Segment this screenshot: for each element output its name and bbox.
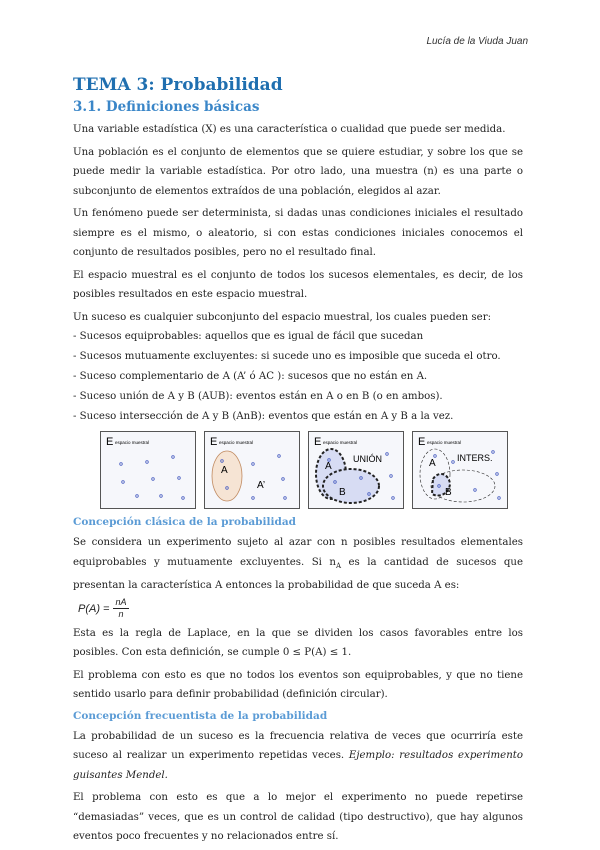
paragraph-suceso: Un suceso es cualquier subconjunto del espacio muestral, los cuales pueden ser: bbox=[73, 311, 491, 323]
section-heading: 3.1. Definiciones básicas bbox=[73, 99, 260, 115]
formula-denominator: n bbox=[118, 609, 124, 620]
formula-fraction bbox=[113, 597, 128, 620]
paragraph-classic-problem: El problema con esto es que no todos los eventos son equiprobables, y que no tiene sentido usarlo para definir probabilidad (definición circular). bbox=[73, 669, 523, 701]
formula-numerator: nA bbox=[115, 597, 127, 608]
figure-intersection bbox=[412, 431, 508, 509]
page-header-author: Lucía de la Viuda Juan bbox=[426, 36, 528, 47]
label-b: B bbox=[445, 487, 452, 498]
paragraph-espacio-muestral: El espacio muestral es el conjunto de todos los sucesos elementales, es decir, de los posibles resultados en este espacio muestral. bbox=[73, 269, 523, 300]
label-a: A bbox=[325, 461, 332, 472]
laplace-formula bbox=[78, 597, 523, 621]
label-e: E bbox=[106, 436, 114, 448]
label-a: A bbox=[429, 458, 436, 469]
label-e: E bbox=[314, 436, 322, 448]
venn-intersection-svg bbox=[413, 432, 507, 508]
label-b: B bbox=[339, 487, 346, 498]
paragraph-poblacion: Una población es el conjunto de elementos que se quiere estudiar, y sobre los que se puede medir la variable estadística. Por otro lado, una muestra (n) es una parte o subconjunto de elementos extraídos de una población, elegidos al azar. bbox=[73, 146, 523, 197]
list-item: - Suceso intersección de A y B (AnB): eventos que están en A y B a la vez. bbox=[73, 411, 454, 422]
figure-sample-space bbox=[100, 431, 196, 509]
label-e: E bbox=[210, 436, 218, 448]
figure-union bbox=[308, 431, 404, 509]
list-item: - Sucesos equiprobables: aquellos que es igual de fácil que sucedan bbox=[73, 331, 424, 342]
points-group bbox=[120, 456, 185, 500]
list-item: - Suceso complementario de A (A’ ó AC ): sucesos que no están en A. bbox=[73, 371, 428, 382]
document-body bbox=[73, 74, 523, 850]
paragraph-frequentist-def: La probabilidad de un suceso es la frecuencia relativa de veces que ocurriría este suceso al realizar un experimento repetidas veces. Ejemplo: resultados experimento guisantes Mendel. bbox=[73, 730, 523, 781]
paragraph-classic-def: Se considera un experimento sujeto al azar con n posibles resultados elementales equiprobables y mutuamente excluyentes. Si $n_A$ es la cantidad de sucesos que presentan la característica A entonces la probabilidad de que suceda A es: bbox=[73, 537, 523, 592]
topic-title: TEMA 3: Probabilidad bbox=[73, 75, 283, 95]
set-a-ellipse bbox=[212, 451, 242, 501]
list-item: - Sucesos mutuamente excluyentes: si sucede uno es imposible que suceda el otro. bbox=[73, 351, 501, 362]
label-e: E bbox=[418, 436, 426, 448]
set-b-ellipse bbox=[323, 469, 379, 503]
event-types-list bbox=[73, 327, 523, 427]
formula-lhs: P(A) = bbox=[78, 602, 110, 615]
venn-sample-space-svg bbox=[101, 432, 195, 508]
label-espacio: espacio muestral bbox=[115, 440, 150, 445]
label-espacio: espacio muestral bbox=[427, 440, 462, 445]
label-inters: INTERS. bbox=[457, 453, 493, 463]
paragraph-variable: Una variable estadística (X) es una característica o cualidad que puede ser medida. bbox=[73, 124, 506, 135]
label-a: A bbox=[221, 465, 228, 476]
figure-complement bbox=[204, 431, 300, 509]
label-espacio: espacio muestral bbox=[219, 440, 254, 445]
label-a-prime: A’ bbox=[257, 480, 266, 491]
venn-complement-svg bbox=[205, 432, 299, 508]
venn-union-svg bbox=[309, 432, 403, 508]
paragraph-fenomeno: Un fenómeno puede ser determinista, si dadas unas condiciones iniciales el resultado siempre es el mismo, o aleatorio, si con estas condiciones iniciales conocemos el conjunto de resultados posibles, pero no el resultado final. bbox=[73, 208, 523, 258]
label-union: UNIÓN bbox=[353, 454, 382, 464]
label-espacio: espacio muestral bbox=[323, 440, 358, 445]
venn-figures bbox=[100, 431, 523, 509]
list-item: - Suceso unión de A y B (AUB): eventos están en A o en B (o en ambos). bbox=[73, 391, 443, 402]
frequentist-heading: Concepción frecuentista de la probabilidad bbox=[73, 709, 328, 722]
paragraph-laplace: Esta es la regla de Laplace, en la que se dividen los casos favorables entre los posibles. Con esta definición, se cumple 0 ≤ P(A) ≤ 1. bbox=[73, 627, 523, 659]
classic-heading: Concepción clásica de la probabilidad bbox=[73, 516, 296, 528]
paragraph-frequentist-problem: El problema con esto es que a lo mejor el experimento no puede repetirse “demasiadas” veces, que es un control de calidad (tipo destructivo), que hay algunos eventos poco frecuentes y no relacionados entre sí. bbox=[73, 792, 523, 843]
